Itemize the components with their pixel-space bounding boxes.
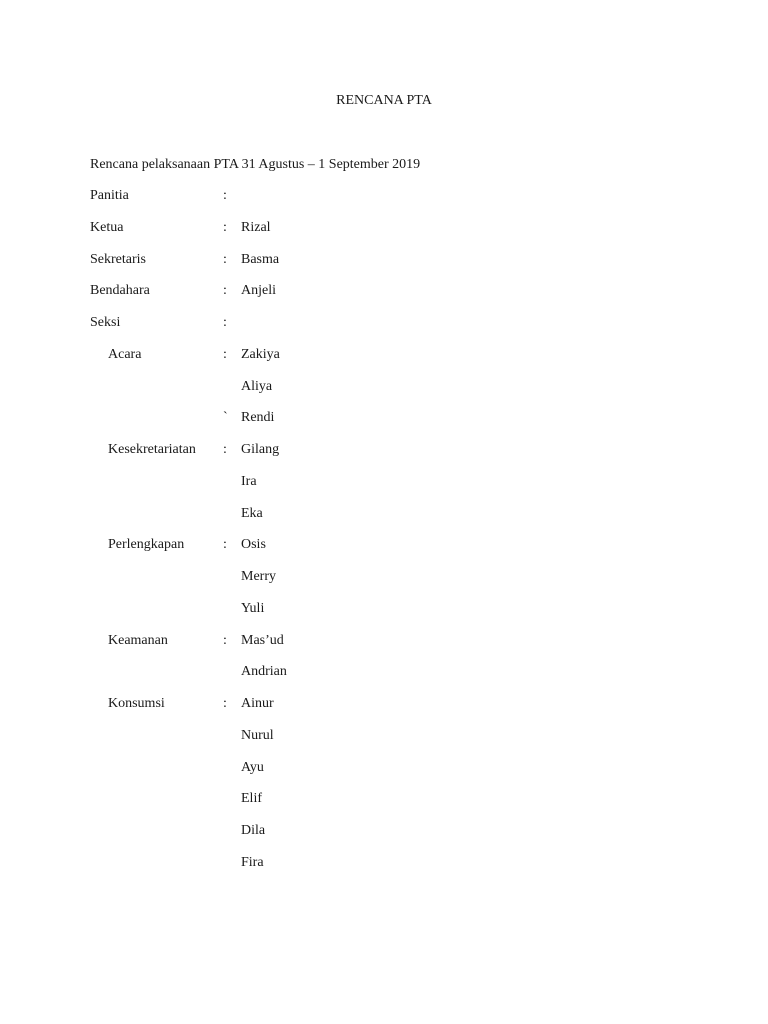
member-name: Gilang <box>241 442 280 457</box>
committee-row <box>0 632 768 664</box>
committee-row <box>0 314 768 346</box>
document-title: RENCANA PTA <box>336 93 432 108</box>
member-name: Fira <box>241 854 264 870</box>
member-name: Rendi <box>241 410 275 426</box>
role-label: Kesekretariatan <box>108 442 196 457</box>
committee-row <box>0 473 768 505</box>
role-label: Keamanan <box>108 632 168 648</box>
committee-row <box>0 568 768 600</box>
committee-row <box>0 505 768 537</box>
committee-row <box>0 251 768 283</box>
member-name: Nurul <box>241 727 274 743</box>
role-label: Konsumsi <box>108 696 165 711</box>
member-name: Yuli <box>241 600 265 616</box>
member-name: Ira <box>241 473 257 489</box>
separator: : <box>223 315 227 330</box>
separator: : <box>223 632 227 648</box>
committee-row <box>0 790 768 822</box>
committee-row <box>0 854 768 886</box>
separator: ` <box>223 410 228 426</box>
role-label: Sekretaris <box>90 251 146 267</box>
intro-line: Rencana pelaksanaan PTA 31 Agustus – 1 September 2019 <box>90 157 421 172</box>
member-name: Mas’ud <box>241 632 284 648</box>
member-name: Ainur <box>241 696 274 711</box>
committee-list <box>0 187 768 886</box>
role-label: Seksi <box>90 315 121 330</box>
separator: : <box>223 442 227 457</box>
committee-row <box>0 822 768 854</box>
committee-row <box>0 346 768 378</box>
committee-row <box>0 441 768 473</box>
committee-row <box>0 219 768 251</box>
member-name: Ayu <box>241 759 264 775</box>
role-label: Bendahara <box>90 283 150 299</box>
member-name: Basma <box>241 251 280 267</box>
separator: : <box>223 188 227 203</box>
member-name: Merry <box>241 569 276 584</box>
member-name: Aliya <box>241 378 273 394</box>
member-name: Osis <box>241 537 266 553</box>
separator: : <box>223 346 227 362</box>
separator: : <box>223 537 227 553</box>
committee-row <box>0 409 768 441</box>
separator: : <box>223 283 227 299</box>
member-name: Eka <box>241 505 263 521</box>
committee-row <box>0 536 768 568</box>
member-name: Elif <box>241 791 262 807</box>
member-name: Zakiya <box>241 346 280 362</box>
committee-row <box>0 187 768 219</box>
role-label: Acara <box>108 346 142 362</box>
committee-row <box>0 600 768 632</box>
separator: : <box>223 219 227 235</box>
role-label: Perlengkapan <box>108 537 185 553</box>
role-label: Ketua <box>90 219 124 235</box>
member-name: Andrian <box>241 664 287 680</box>
member-name: Anjeli <box>241 283 276 299</box>
separator: : <box>223 696 227 711</box>
member-name: Rizal <box>241 219 271 235</box>
committee-row <box>0 282 768 314</box>
role-label: Panitia <box>90 188 129 203</box>
committee-row <box>0 378 768 410</box>
committee-row <box>0 695 768 727</box>
separator: : <box>223 251 227 267</box>
member-name: Dila <box>241 823 266 838</box>
committee-row <box>0 663 768 695</box>
committee-row <box>0 727 768 759</box>
committee-row <box>0 759 768 791</box>
